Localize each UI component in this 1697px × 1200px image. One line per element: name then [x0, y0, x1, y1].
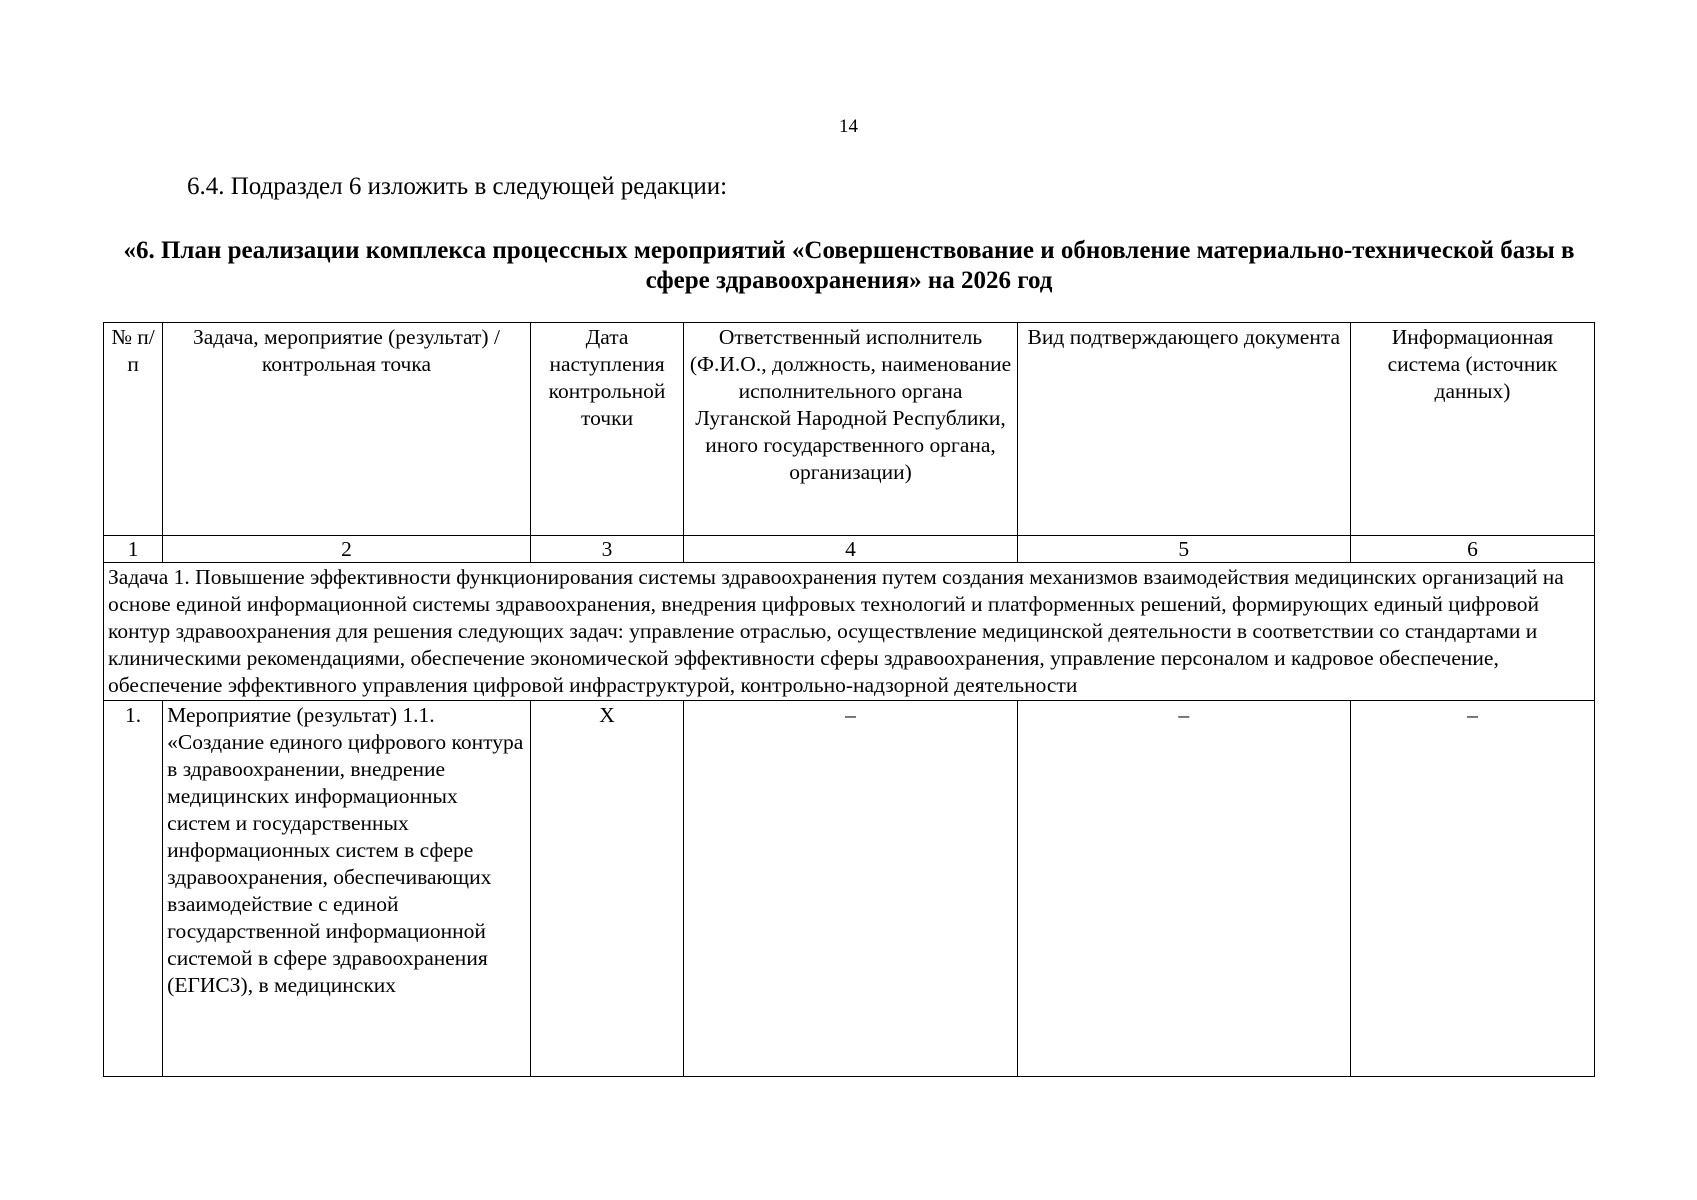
- header-cell-document: Вид подтверждающего документа: [1017, 323, 1350, 536]
- table-header-row: [104, 323, 1595, 536]
- section-heading: «6. План реализации комплекса процессных мероприятий «Совершенствование и обновление материально-технической базы в сфере здравоохранения» на 2026 год: [123, 237, 1575, 294]
- page-number: 14: [839, 116, 858, 137]
- responsible-cell: –: [684, 701, 1017, 1077]
- task-row: [104, 563, 1595, 701]
- column-number-cell: 3: [530, 536, 684, 563]
- header-cell-date: Дата наступления контрольной точки: [530, 323, 684, 536]
- header-cell-number: № п/п: [104, 323, 163, 536]
- implementation-plan-table: [103, 322, 1595, 1077]
- column-number-cell: 2: [163, 536, 531, 563]
- header-cell-system: Информационная система (источник данных): [1350, 323, 1594, 536]
- amendment-intro: 6.4. Подраздел 6 изложить в следующей редакции:: [187, 173, 728, 200]
- table-row: [104, 701, 1595, 1077]
- column-number-cell: 1: [104, 536, 163, 563]
- task-description: Задача 1. Повышение эффективности функционирования системы здравоохранения путем создания механизмов взаимодействия медицинских организаций на основе единой информационной системы здравоохранения, внедрения цифровых технологий и платформенных решений, формирующих единый цифровой контур здравоохранения для решения следующих задач: управление отраслью, осуществление медицинской деятельности в соответствии со стандартами и клиническими рекомендациями, обеспечение экономической эффективности сферы здравоохранения, управление персоналом и кадровое обеспечение, обеспечение эффективного управления цифровой инфраструктурой, контрольно-надзорной деятельности: [104, 563, 1595, 701]
- system-cell: –: [1350, 701, 1594, 1077]
- header-cell-task: Задача, мероприятие (результат) / контрольная точка: [163, 323, 531, 536]
- column-number-cell: 4: [684, 536, 1017, 563]
- column-number-cell: 6: [1350, 536, 1594, 563]
- row-number-cell: 1.: [104, 701, 163, 1077]
- event-description-cell: Мероприятие (результат) 1.1. «Создание единого цифрового контура в здравоохранении, внедрение медицинских информационных систем и государственных информационных систем в сфере здравоохранения, обеспечивающих взаимодействие с единой государственной информационной системой в сфере здравоохранения (ЕГИСЗ), в медицинских: [163, 701, 531, 1077]
- column-number-row: [104, 536, 1595, 563]
- column-number-cell: 5: [1017, 536, 1350, 563]
- header-cell-responsible: Ответственный исполнитель (Ф.И.О., должность, наименование исполнительного органа Луганской Народной Республики, иного государственного органа, организации): [684, 323, 1017, 536]
- document-cell: –: [1017, 701, 1350, 1077]
- date-cell: Х: [530, 701, 684, 1077]
